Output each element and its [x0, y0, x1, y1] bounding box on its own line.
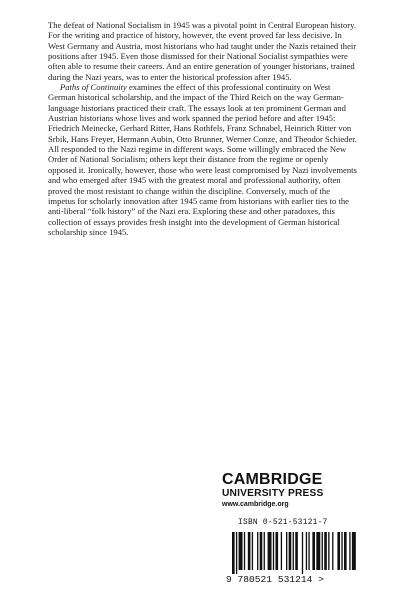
barcode-bar — [257, 532, 258, 570]
barcode-bar — [312, 532, 315, 570]
barcode-bar — [275, 532, 278, 570]
barcode-bar — [306, 532, 307, 570]
back-cover-blurb — [48, 20, 358, 237]
barcode-bar — [332, 532, 333, 570]
barcode-bar — [316, 532, 320, 570]
barcode-bar — [289, 532, 292, 570]
barcode-bar — [324, 532, 327, 570]
barcode-bar — [328, 532, 329, 570]
blurb-paragraph-1: The defeat of National Socialism in 1945 was a pivotal point in Central European history. For the writing and practice of history, however, the event proved far less decisive. In West Germany and Austria, most historians who had taught under the Nazis retained their positions after 1945. Even those dismissed for their National Socialist sympathies were often able to resume their careers. And an entire generation of younger historians, trained during the Nazi years, was to enter the historical profession after 1945. — [48, 20, 357, 82]
barcode-bar — [264, 532, 265, 570]
barcode-bar — [352, 532, 356, 570]
barcode-bar — [239, 532, 243, 570]
barcode-bar — [273, 532, 274, 570]
barcode-bar — [302, 532, 303, 574]
barcode-bar — [337, 532, 340, 570]
barcode-bar — [236, 532, 237, 574]
blurb-paragraph-2-text: examines the effect of this professional continuity on West German historical scholarship, and the impact of the Third Reich on the way German-language historians practiced their craft. The essays look at ten prominent German and Austrian historians whose lives and work spanned the period before and after 1945: Friedrich Meinecke, Gerhard Ritter, Hans Rothfels, Franz Schnabel, Heinrich Ritter von Srbik, Hans Freyer, Hermann Aubin, Otto Brunner, Werner Conze, and Theodor Schieder. All responded to the Nazi regime in different ways. Some willingly embraced the New Order of National Socialism; others kept their distance from the regime or openly opposed it. Ironically, however, those who were least compromised by Nazi involvements and who emerged after 1945 with the greatest moral and professional authority, often proved the most resistant to change within the discipline. Conversely, much of the impetus for scholarly innovation after 1945 came from historians with earlier ties to the anti-liberal “folk history” of the Nazi era. Exploring these and other paradoxes, this collection of essays provides fresh insight into the development of German historical scholarship since 1945. — [48, 82, 357, 237]
barcode-bar — [252, 532, 253, 570]
isbn-label: ISBN 0-521-53121-7 — [238, 519, 328, 527]
barcode-bar — [286, 532, 287, 570]
barcode-bar — [344, 532, 347, 570]
publisher-logo — [222, 472, 362, 510]
barcode-bars — [226, 532, 360, 574]
publisher-subtitle: UNIVERSITY PRESS — [222, 488, 324, 499]
barcode-bar — [244, 532, 245, 570]
barcode-bar — [295, 532, 298, 570]
barcode-bar — [308, 532, 309, 570]
barcode-bar — [341, 532, 342, 570]
barcode-bar — [322, 532, 323, 570]
barcode-bar — [232, 532, 235, 574]
barcode-bar — [349, 532, 350, 570]
barcode-bar — [293, 532, 294, 570]
publisher-url: www.cambridge.org — [222, 501, 289, 508]
publisher-name: CAMBRIDGE — [222, 471, 323, 488]
barcode-digits: 9 780521 531214 > — [226, 574, 324, 585]
barcode-bar — [260, 532, 263, 570]
barcode-bar — [248, 532, 251, 570]
blurb-paragraph-2 — [48, 82, 358, 237]
barcode-bar — [281, 532, 282, 570]
book-title: Paths of Continuity — [60, 82, 127, 93]
barcode-bar — [268, 532, 272, 570]
